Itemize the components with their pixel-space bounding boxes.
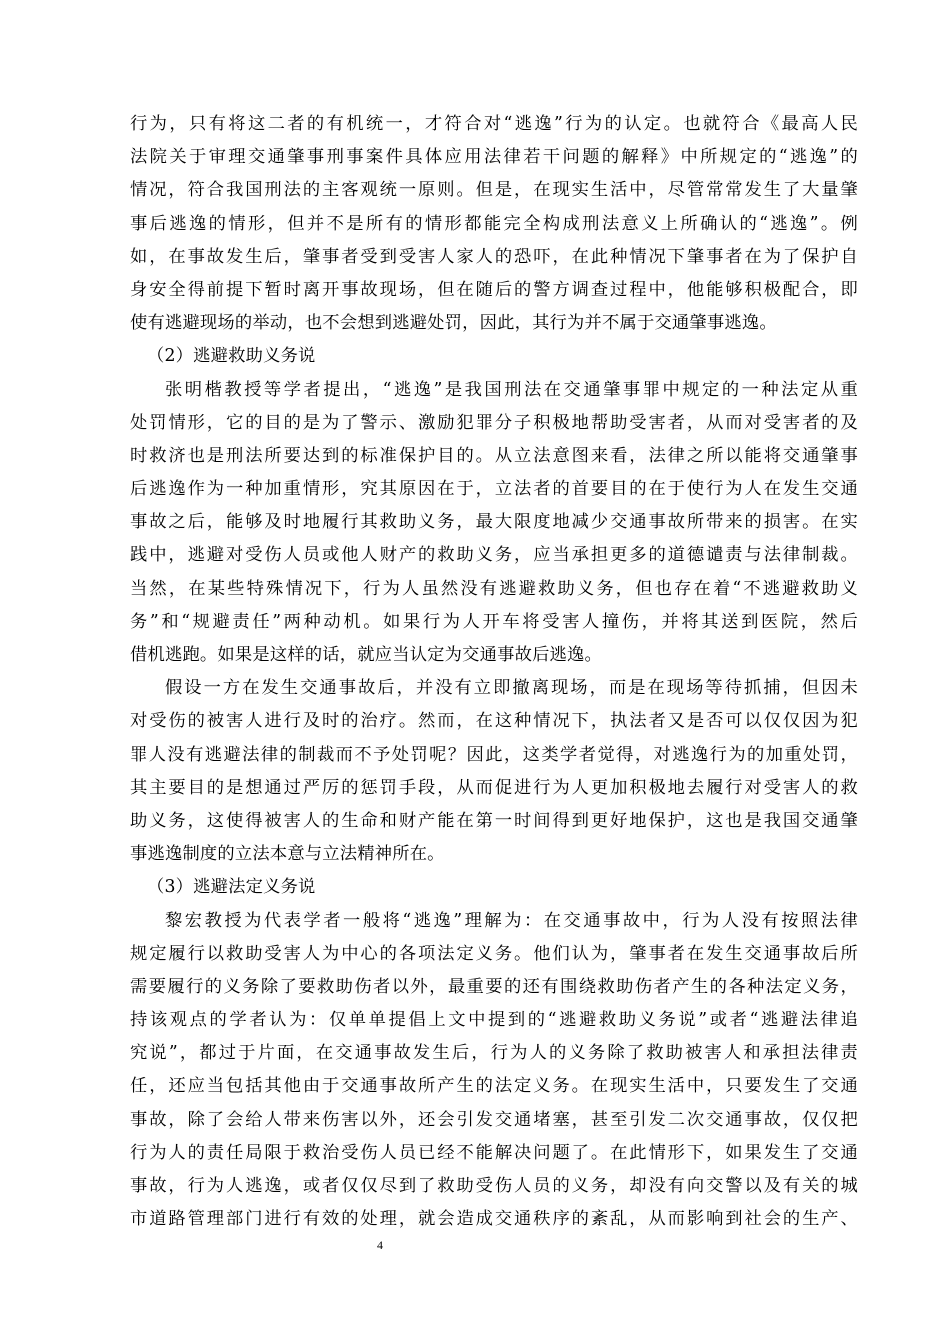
paragraph-line: 助义务，这使得被害人的生命和财产能在第一时间得到更好地保护，这也是我国交通肇 [130, 810, 858, 831]
paragraph-line: 务”和“规避责任”两种动机。如果行为人开车将受害人撞伤，并将其送到医院，然后 [130, 611, 858, 632]
paragraph-line: 任，还应当包括其他由于交通事故所产生的法定义务。在现实生活中，只要发生了交通 [130, 1076, 858, 1097]
paragraph-line: 其主要目的是想通过严厉的惩罚手段，从而促进行为人更加积极地去履行对受害人的救 [130, 777, 858, 798]
paragraph-line: 需要履行的义务除了要救助伤者以外，最重要的还有围绕救助伤者产生的各种法定义务， [130, 976, 858, 997]
section-heading: （3）逃避法定义务说 [147, 877, 316, 898]
paragraph-line: 事故，行为人逃逸，或者仅仅尽到了救助受伤人员的义务，却没有向交警以及有关的城 [130, 1176, 858, 1196]
paragraph-line: 时救济也是刑法所要达到的标准保护目的。从立法意图来看，法律之所以能将交通肇事 [130, 445, 858, 466]
paragraph-line: 行为人的责任局限于救治受伤人员已经不能解决问题了。在此情形下，如果发生了交通 [130, 1142, 858, 1163]
paragraph-line: 事后逃逸的情形，但并不是所有的情形都能完全构成刑法意义上所确认的“逃逸”。例 [130, 213, 858, 234]
paragraph-line: 借机逃跑。如果是这样的话，就应当认定为交通事故后逃逸。 [130, 645, 602, 665]
paragraph-line: 使有逃避现场的举动，也不会想到逃避处罚，因此，其行为并不属于交通肇事逃逸。 [130, 313, 777, 334]
paragraph-line: 当然，在某些特殊情况下，行为人虽然没有逃避救助义务，但也存在着“不逃避救助义 [130, 578, 858, 599]
paragraph-line: 身安全得前提下暂时离开事故现场，但在随后的警方调查过程中，他能够积极配合，即 [130, 279, 858, 300]
paragraph-line: 践中，逃避对受伤人员或他人财产的救助义务，应当承担更多的道德谴责与法律制裁。 [130, 545, 858, 566]
paragraph-line: 假设一方在发生交通事故后，并没有立即撤离现场，而是在现场等待抓捕，但因未 [165, 678, 858, 699]
paragraph-line: 张明楷教授等学者提出，“逃逸”是我国刑法在交通肇事罪中规定的一种法定从重 [165, 379, 858, 400]
paragraph-line: 如，在事故发生后，肇事者受到受害人家人的恐吓，在此种情况下肇事者在为了保护自 [130, 246, 858, 267]
paragraph-line: 情况，符合我国刑法的主客观统一原则。但是，在现实生活中，尽管常常发生了大量肇 [130, 180, 858, 201]
paragraph-line: 事故之后，能够及时地履行其救助义务，最大限度地减少交通事故所带来的损害。在实 [130, 512, 858, 533]
section-heading: （2）逃避救助义务说 [147, 346, 316, 367]
paragraph-line: 究说”，都过于片面，在交通事故发生后，行为人的义务除了救助被害人和承担法律责 [130, 1043, 858, 1064]
paragraph-line: 处罚情形，它的目的是为了警示、激励犯罪分子积极地帮助受害者，从而对受害者的及 [130, 412, 858, 433]
paragraph-line: 事逃逸制度的立法本意与立法精神所在。 [130, 844, 445, 865]
paragraph-line: 罪人没有逃避法律的制裁而不予处罚呢？因此，这类学者觉得，对逃逸行为的加重处罚， [130, 744, 858, 765]
paragraph-line: 市道路管理部门进行有效的处理，就会造成交通秩序的紊乱，从而影响到社会的生产、 [130, 1209, 858, 1230]
paragraph-line: 后逃逸作为一种加重情形，究其原因在于，立法者的首要目的在于使行为人在发生交通 [130, 479, 858, 500]
body-text [130, 108, 858, 1236]
paragraph-line: 持该观点的学者认为：仅单单提倡上文中提到的“逃避救助义务说”或者“逃避法律追 [130, 1010, 858, 1031]
paragraph-line: 对受伤的被害人进行及时的治疗。然而，在这种情况下，执法者又是否可以仅仅因为犯 [130, 711, 858, 732]
paragraph-line: 规定履行以救助受害人为中心的各项法定义务。他们认为，肇事者在发生交通事故后所 [130, 943, 858, 964]
page-number: 4 [377, 1238, 383, 1252]
paragraph-line: 行为，只有将这二者的有机统一，才符合对“逃逸”行为的认定。也就符合《最高人民 [130, 114, 858, 134]
paragraph-line: 黎宏教授为代表学者一般将“逃逸”理解为：在交通事故中，行为人没有按照法律 [165, 910, 858, 931]
paragraph-line: 法院关于审理交通肇事刑事案件具体应用法律若干问题的解释》中所规定的“逃逸”的 [130, 147, 858, 168]
paragraph-line: 事故，除了会给人带来伤害以外，还会引发交通堵塞，甚至引发二次交通事故，仅仅把 [130, 1109, 858, 1130]
